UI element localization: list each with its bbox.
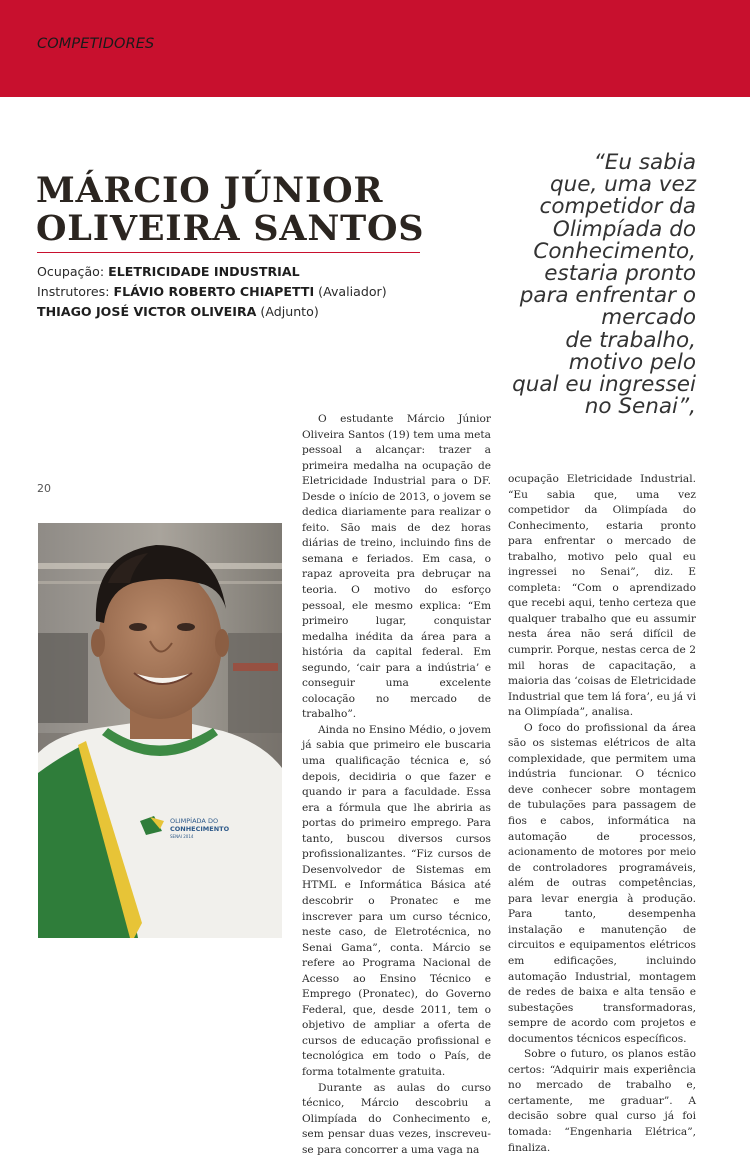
quote-line: que, uma vez: [550, 172, 696, 198]
quote-line: no Senai”,: [584, 394, 696, 420]
article-paragraph: O estudante Márcio Júnior Oliveira Santos (19) tem uma meta pessoal a alcançar: trazer a primeira medalha na ocupação de Eletricidade Industrial para o DF. Desde o início de 2013, o jovem se dedica diariamente para realizar o feito. São mais de dez horas diárias de treino, incluindo fins de semana e feriados. Em casa, o rapaz aproveita pra debruçar na teoria. O motivo do esforço pessoal, ele mesmo explica: “Em primeiro lugar, conquistar medalha inédita da área para a história da capital federal. Em segundo, ‘cair para a indústria’ e conseguir uma excelente colocação no mercado de trabalho”.: [302, 413, 491, 721]
instructor-name: FLÁVIO ROBERTO CHIAPETTI: [113, 284, 315, 299]
article-column-2: [508, 472, 696, 1156]
quote-line: competidor da: [539, 194, 696, 220]
competitor-photo: [38, 523, 282, 938]
article-paragraph: O foco do profissional da área são os sistemas elétricos de alta complexidade, que permitem uma indústria funcionar. O técnico deve conhecer sobre montagem de tubulações para passagem de fios e cabos, informática na automação de processos, acionamento de motores por meio de controladores programáveis, além de outras competências, para levar energia à produção. Para tanto, desempenha instalação e manutenção de circuitos e equipamentos elétricos em edificações, incluindo automação Industrial, montagem de redes de baixa e alta tensão e subestações transformadoras, sempre de acordo com projetos e documentos técnicos específicos.: [508, 721, 696, 1045]
shirt-logo-text: SENAI 2014: [170, 834, 194, 839]
article-paragraph: Sobre o futuro, os planos estão certos: “Adquirir mais experiência no mercado de trabalho e, certamente, me graduar”. A decisão sobre qual curso já foi tomada: “Engenharia Elétrica”, finaliza.: [508, 1048, 696, 1154]
portrait-illustration: [38, 523, 282, 938]
article-paragraph: ocupação Eletricidade Industrial. “Eu sabia que, uma vez competidor da Olimpíada do Conhecimento, estaria pronto para enfrentar o mercado de trabalho, motivo pelo qual eu ingressei no Senai”, diz. E completa: “Com o aprendizado que recebi aqui, tenho certeza que qualquer trabalho que eu assumir nesta área não será difícil de cumprir. Porque, nestas cerca de 2 mil horas de capacitação, a maioria das ‘coisas de Eletricidade Industrial que tem lá fora’, eu já vi na Olimpíada”, analisa.: [508, 473, 696, 719]
instructor-role: (Adjunto): [260, 304, 319, 319]
instructor-name: THIAGO JOSÉ VICTOR OLIVEIRA: [37, 304, 257, 319]
quote-line: qual eu ingressei: [512, 372, 696, 398]
shirt-logo-text: CONHECIMENTO: [170, 825, 230, 833]
section-label: COMPETIDORES: [37, 36, 155, 52]
instructor-role: (Avaliador): [318, 284, 387, 299]
quote-line: motivo pelo: [568, 349, 696, 375]
quote-line: mercado: [601, 305, 696, 331]
competitor-name: [36, 172, 436, 248]
name-line: OLIVEIRA SANTOS: [36, 208, 425, 249]
article-paragraph: Durante as aulas do curso técnico, Márcio descobriu a Olimpíada do Conhecimento e, sem pensar duas vezes, inscreveu-se para concorrer a uma vaga na: [302, 1081, 491, 1156]
pull-quote: [500, 152, 696, 418]
article-column-1: [302, 412, 491, 1158]
quote-line: para enfrentar o: [519, 283, 696, 309]
occupation-label: Ocupação:: [37, 264, 105, 279]
name-divider: [37, 252, 420, 253]
quote-line: estaria pronto: [544, 261, 696, 287]
page-number: 20: [37, 482, 51, 495]
quote-line: Conhecimento,: [533, 238, 696, 264]
shirt-logo-text: OLIMPÍADA DO: [170, 817, 219, 825]
occupation-value: ELETRICIDADE INDUSTRIAL: [108, 264, 300, 279]
name-line: MÁRCIO JÚNIOR: [36, 170, 384, 211]
occupation-line: [37, 262, 437, 282]
competitor-info: [37, 262, 437, 322]
quote-line: “Eu sabia: [593, 150, 696, 175]
instructors-line: [37, 282, 437, 302]
quote-line: Olimpíada do: [552, 216, 696, 242]
quote-line: de trabalho,: [565, 327, 696, 353]
instructors-label: Instrutores:: [37, 284, 110, 299]
article-paragraph: Ainda no Ensino Médio, o jovem já sabia que primeiro ele buscaria uma qualificação técnica e, só depois, decidiria o que fazer e quando ir para a faculdade. Essa era a fórmula que lhe abriria as portas do primeiro emprego. Para tanto, buscou diversos cursos profissionalizantes. “Fiz cursos de Desenvolvedor de Sistemas em HTML e Informática Básica até descobrir o Pronatec e me inscrever para um curso técnico, neste caso, de Eletrotécnica, no Senai Gama”, conta. Márcio se refere ao Programa Nacional de Acesso ao Ensino Técnico e Emprego (Pronatec), do Governo Federal, que, desde 2011, tem o objetivo de ampliar a oferta de cursos de educação profissional e tecnológica em todo o País, de forma totalmente gratuita.: [302, 723, 491, 1078]
instructors-line: [37, 302, 437, 322]
